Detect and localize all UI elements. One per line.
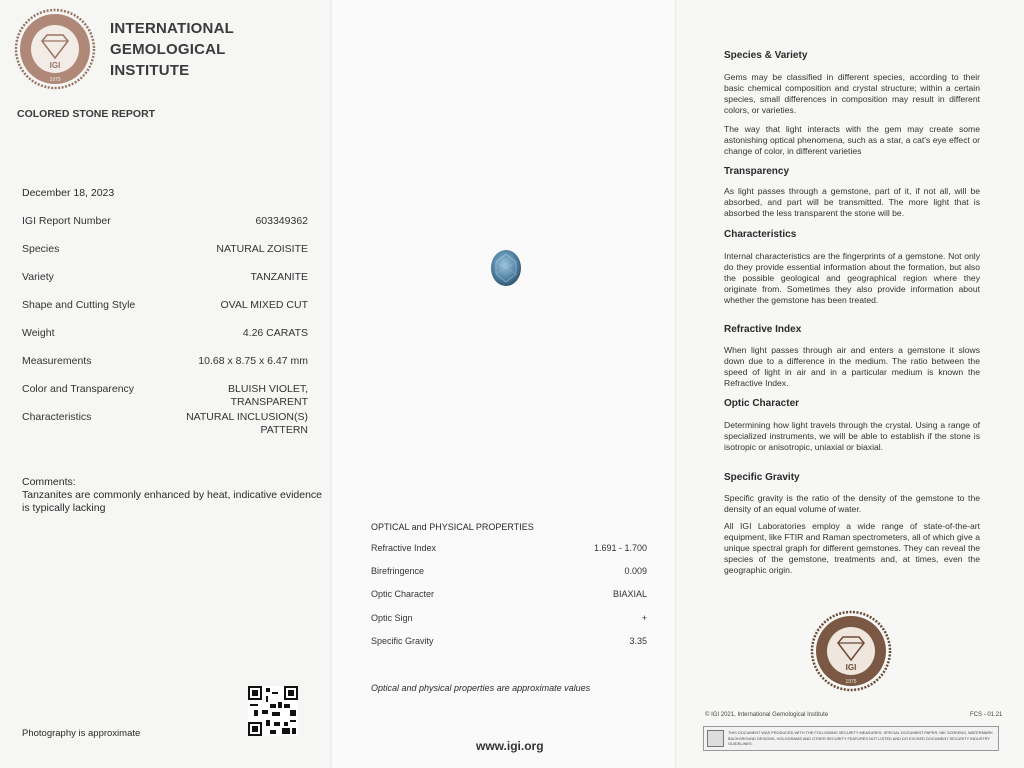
security-text: THIS DOCUMENT WAS PRODUCED WITH THE FOLLOWING SECURITY MEASURES: SPECIAL DOCUMENT PAPER, INK SCREENS, WATERMARK BACKGROUND DESIGNS, HOLOGRAMS AND OTHER SECURITY FEATURES NOT LISTED AND DO EXCEED DOCUMENT SECURITY INDUSTRY GUIDELINES.: [728, 730, 993, 746]
glossary-heading: Species & Variety: [724, 50, 808, 61]
field-label: Measurements: [22, 355, 92, 367]
svg-text:1975: 1975: [49, 77, 61, 83]
security-notice: [703, 726, 999, 751]
field-value: BLUISH VIOLET, TRANSPARENT: [228, 383, 308, 408]
comments-text: Tanzanites are commonly enhanced by heat, indicative evidence is typically lacking: [22, 489, 323, 514]
glossary-heading: Refractive Index: [724, 324, 802, 335]
svg-text:IGI: IGI: [845, 663, 857, 672]
optical-label: Optic Sign: [371, 613, 413, 623]
igi-seal-logo: [810, 610, 892, 692]
glossary-heading: Optic Character: [724, 398, 800, 409]
form-code: FCS - 01.21: [970, 712, 1003, 718]
photography-note: Photography is approximate: [22, 728, 141, 739]
field-value: OVAL MIXED CUT: [220, 299, 308, 311]
field-value: 4.26 CARATS: [242, 327, 308, 339]
optical-label: Birefringence: [371, 566, 425, 576]
field-value: 10.68 x 8.75 x 6.47 mm: [198, 355, 308, 367]
copyright-text: © IGI 2021, International Gemological Institute: [705, 712, 829, 718]
document-icon: [707, 730, 724, 747]
optical-label: Specific Gravity: [371, 636, 434, 646]
optical-value: 0.009: [624, 566, 647, 576]
report-panel-middle: [333, 0, 678, 768]
field-label: Characteristics: [22, 411, 92, 423]
optical-value: 3.35: [629, 636, 647, 646]
glossary-heading: Transparency: [724, 166, 790, 177]
optical-value: 1.691 - 1.700: [593, 543, 647, 553]
qr-code[interactable]: [248, 686, 298, 736]
glossary-paragraph: When light passes through air and enters a gemstone it slows down due to a difference in the medium. The ratio between the speed of light in air and in a particular medium is known the Refractive Index.: [724, 345, 980, 388]
report-date: December 18, 2023: [22, 187, 115, 199]
glossary-paragraph: Gems may be classified in different species, according to their basic chemical composition and crystal structure; within a certain species, small differences in composition may result in different colors, or varieties.: [724, 72, 980, 115]
field-label: Variety: [22, 271, 54, 283]
field-label: IGI Report Number: [22, 215, 111, 227]
optical-properties-title: OPTICAL and PHYSICAL PROPERTIES: [371, 522, 534, 532]
glossary-paragraph: Internal characteristics are the fingerprints of a gemstone. Not only do they provide essential information about the formation, but also the possible geological and geographical region where they originate from. Sometimes they also provide information about whether the gemstone has been treated.: [724, 251, 980, 305]
glossary-paragraph: As light passes through a gemstone, part of it, if not all, will be absorbed, and part will be transmitted. The more light that is absorbed the less transparent the stone will be.: [724, 186, 980, 218]
glossary-heading: Specific Gravity: [724, 472, 800, 483]
glossary-paragraph: The way that light interacts with the gem may create some astonishing optical phenomena, such as a star, a cat's eye effect or change of color, in different varieties: [724, 124, 980, 156]
institute-name: [110, 18, 234, 81]
field-label: Color and Transparency: [22, 383, 135, 395]
optical-value: BIAXIAL: [612, 589, 647, 599]
gemstone-photo: [489, 248, 523, 288]
field-value: NATURAL INCLUSION(S) PATTERN: [186, 411, 308, 436]
glossary-heading: Characteristics: [724, 229, 797, 240]
igi-seal-logo: [14, 8, 96, 90]
report-panel-left: [0, 0, 333, 768]
field-label: Shape and Cutting Style: [22, 299, 136, 311]
report-title: COLORED STONE REPORT: [17, 108, 156, 120]
field-value: TANZANITE: [250, 271, 308, 283]
glossary-paragraph: Determining how light travels through the crystal. Using a range of specialized instruments, we will be able to establish if the stone is isotropic or anisotropic, uniaxial or biaxial.: [724, 420, 980, 452]
comments-label: Comments:: [22, 476, 76, 488]
svg-text:IGI: IGI: [49, 61, 61, 70]
glossary-paragraph: All IGI Laboratories employ a wide range of state-of-the-art equipment, like FTIR and Raman spectrometers, all of which give a unique spectral graph for different gemstones. They can reveal the species of the gemstone, treatments and, at times, even the geographic origin.: [724, 521, 980, 575]
svg-text:1975: 1975: [845, 679, 857, 685]
optical-value: +: [641, 613, 647, 623]
optical-label: Refractive Index: [371, 543, 437, 553]
optical-note: Optical and physical properties are approximate values: [371, 683, 591, 693]
field-label: Weight: [22, 327, 55, 339]
field-label: Species: [22, 243, 60, 255]
field-value: NATURAL ZOISITE: [216, 243, 308, 255]
optical-label: Optic Character: [371, 589, 435, 599]
website-link[interactable]: www.igi.org: [476, 739, 544, 753]
institute-name-line: GEMOLOGICAL: [110, 41, 226, 58]
glossary-paragraph: Specific gravity is the ratio of the density of the gemstone to the density of an equal volume of water.: [724, 493, 980, 514]
institute-name-line: INTERNATIONAL: [110, 20, 234, 37]
institute-name-line: INSTITUTE: [110, 62, 190, 79]
field-value: 603349362: [255, 215, 308, 227]
